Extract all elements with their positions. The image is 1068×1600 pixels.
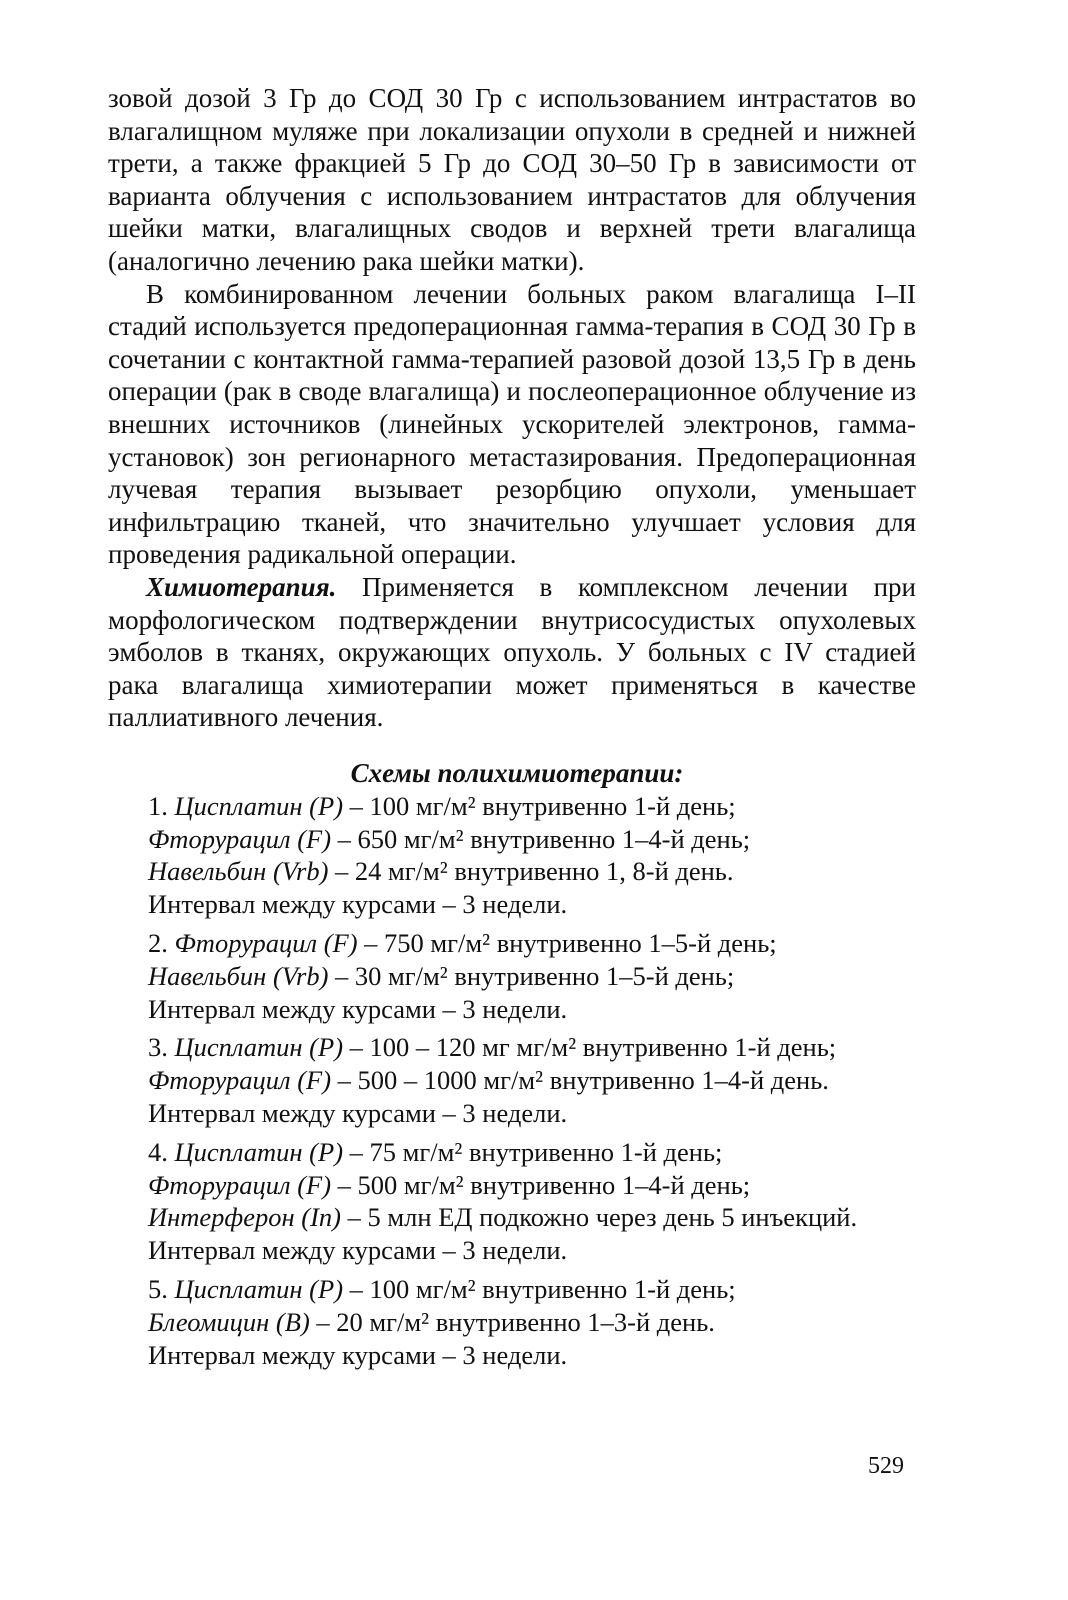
scheme-line [148,927,916,960]
drug-name: Фторурацил (F) [148,1169,332,1200]
dosage-text: – 100 мг/м² внутривенно 1-й день; [343,790,736,821]
dosage-text: – 650 мг/м² внутривенно 1–4-й день; [331,823,751,854]
dosage-text: – 750 мг/м² внутривенно 1–5-й день; [357,928,777,959]
drug-name: Навельбин (Vrb) [148,960,329,991]
paragraph-chemotherapy [108,571,916,734]
scheme-line [148,960,916,993]
dosage-text: – 500 мг/м² внутривенно 1–4-й день; [331,1169,751,1200]
drug-name: Фторурацил (F) [174,928,358,959]
dosage-text: – 500 – 1000 мг/м² внутривенно 1–4-й день. [331,1065,829,1096]
scheme-line [148,1339,916,1372]
drug-name: Интерферон (In) [148,1202,342,1233]
dosage-text: – 30 мг/м² внутривенно 1–5-й день; [328,960,735,991]
dosage-text: Интервал между курсами – 3 недели. [148,1339,568,1370]
scheme-number: 5. [148,1274,175,1305]
scheme-line [148,1136,916,1169]
scheme-item [148,790,916,921]
scheme-line [148,888,916,921]
scheme-item [148,1273,916,1371]
dosage-text: Интервал между курсами – 3 недели. [148,889,568,920]
scheme-line [148,1097,916,1130]
scheme-number: 2. [148,928,175,959]
drug-name: Фторурацил (F) [148,823,332,854]
dosage-text: – 75 мг/м² внутривенно 1-й день; [343,1136,723,1167]
dosage-text: Интервал между курсами – 3 недели. [148,993,568,1024]
dosage-text: Интервал между курсами – 3 недели. [148,1235,568,1266]
scheme-line [148,1201,916,1234]
schemes-list [108,790,916,1372]
scheme-line [148,855,916,888]
scheme-line [148,993,916,1026]
chemotherapy-lead: Химиотерапия. [146,571,337,602]
paragraph-combined-treatment: В комбинированном лечении больных раком влагалища I–II стадий используется предоперационная гамма-терапия в СОД 30 Гр в сочетании с контактной гамма-терапией разовой дозой 13,5 Гр в день операции (рак в своде влагалища) и послеоперационное облучение из внешних источников (линейных ускорителей электронов, гамма-установок) зон регионарного метастазирования. Предоперационная лучевая терапия вызывает резорбцию опухоли, уменьшает инфильтрацию тканей, что значительно улучшает условия для проведения радикальной операции. [108,278,916,570]
drug-name: Цисплатин (P) [174,1032,344,1063]
dosage-text: – 24 мг/м² внутривенно 1, 8-й день. [328,856,734,887]
chemotherapy-text: Применяется в комплексном лечении при морфологическом подтверждении внутрисосудистых опухолевых эмболов в тканях, окружающих опухоль. У больных с IV стадией рака влагалища химиотерапии может применяться в качестве паллиативного лечения. [108,571,916,733]
scheme-item [148,1136,916,1267]
scheme-line [148,790,916,823]
book-page [108,82,916,1377]
scheme-item [148,927,916,1025]
drug-name: Цисплатин (P) [174,790,344,821]
scheme-number: 1. [148,790,175,821]
dosage-text: – 20 мг/м² внутривенно 1–3-й день. [309,1306,715,1337]
scheme-item [148,1031,916,1129]
drug-name: Навельбин (Vrb) [148,856,329,887]
scheme-line [148,1031,916,1064]
drug-name: Фторурацил (F) [148,1065,332,1096]
drug-name: Цисплатин (P) [174,1136,344,1167]
scheme-line [148,1234,916,1267]
schemes-heading: Схемы полихимиотерапии: [350,757,684,788]
dosage-text: Интервал между курсами – 3 недели. [148,1098,568,1129]
scheme-line [148,823,916,856]
drug-name: Блеомицин (B) [148,1306,310,1337]
scheme-line [148,1169,916,1202]
scheme-number: 4. [148,1136,175,1167]
dosage-text: – 5 млн ЕД подкожно через день 5 инъекций. [341,1202,858,1233]
scheme-line [148,1273,916,1306]
drug-name: Цисплатин (P) [174,1274,344,1305]
page-number: 529 [868,1453,904,1479]
scheme-line [148,1064,916,1097]
paragraph-radiotherapy-continued: зовой дозой 3 Гр до СОД 30 Гр с использованием интрастатов во влагалищном муляже при локализации опухоли в средней и нижней трети, а также фракцией 5 Гр до СОД 30–50 Гр в зависимости от варианта облучения с использованием интрастатов для облучения шейки матки, влагалищных сводов и верхней трети влагалища (аналогично лечению рака шейки матки). [108,83,916,276]
scheme-line [148,1306,916,1339]
dosage-text: – 100 мг/м² внутривенно 1-й день; [343,1274,736,1305]
scheme-number: 3. [148,1032,175,1063]
dosage-text: – 100 – 120 мг мг/м² внутривенно 1-й день; [343,1032,837,1063]
